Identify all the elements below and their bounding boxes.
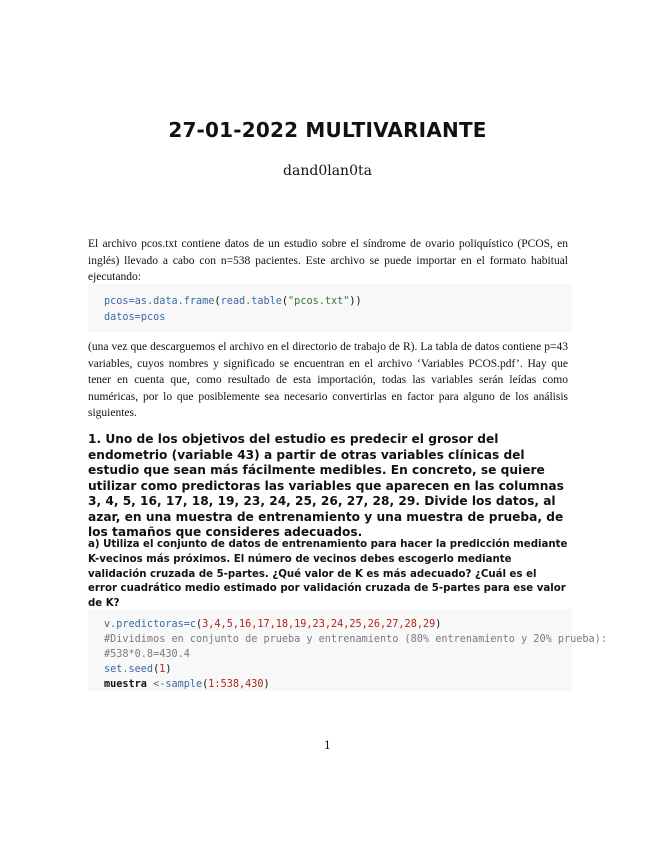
document-author: dand0lan0ta [283, 163, 372, 179]
intro-paragraph: El archivo pcos.txt contiene datos de un estudio sobre el síndrome de ovario poliquístico (PCOS, en inglés) llevado a cabo con n=538 pacientes. Este archivo se puede importar en el formato habitual ejecutando: [88, 238, 568, 283]
code-token: ( [202, 679, 209, 690]
code-token: ( [153, 664, 160, 675]
code-token: as.data.frame [134, 296, 215, 307]
code-token: 1 [159, 664, 166, 675]
code-comment: #538*0.8=430.4 [104, 649, 190, 660]
code-token: pcos [104, 296, 129, 307]
code-block-knn [88, 609, 607, 691]
code-token: v.predictoras [104, 619, 184, 630]
code-token: ) [263, 679, 270, 690]
code-comment: #Dividimos en conjunto de prueba y entrenamiento (80% entrenamiento y 20% prueba): [104, 634, 607, 645]
code-line [104, 310, 165, 326]
code-token: pcos [140, 312, 166, 323]
code-token: ) [165, 664, 172, 675]
code-token: 3,4,5,16,17,18,19,23,24,25,26,27,28,29 [202, 619, 436, 630]
code-token: = [128, 296, 135, 307]
code-token: ) [435, 619, 442, 630]
question-1a: a) Utiliza el conjunto de datos de entrenamiento para hacer la predicción mediante K-vecinos más próximos. El número de vecinos debes escogerlo mediante validación cruzada de 5-partes. ¿Qué valor de K es más adecuado? ¿Cuál es el error cuadrático medio estimado por validación cruzada de 5-partes para ese valor de K? [88, 539, 568, 610]
description-paragraph: (una vez que descarguemos el archivo en el directorio de trabajo de R). La tabla de datos contiene p=43 variables, cuyos nombres y significado se encuentran en el archivo ‘Variables PCOS.pdf’. Hay que tener en cuenta que, como resultado de esta importación, todas las variables serán leídas como numéricas, por lo que posiblemente sea necesario convertirlas en factor para alguno de los análisis siguientes. [88, 341, 568, 419]
code-token: = [183, 619, 190, 630]
question-1: 1. Uno de los objetivos del estudio es predecir el grosor del endometrio (variable 43) a partir de otras variables clínicas del estudio que sean más fácilmente medibles. En concreto, se quiere utilizar como predictoras las variables que aparecen en las columnas 3, 4, 5, 16, 17, 18, 19, 23, 24, 25, 26, 27, 28, 29. Divide los datos, al azar, en una muestra de entrenamiento y una muestra de prueba, de los tamaños que consideres adecuados. [88, 432, 564, 539]
code-token: muestra [104, 679, 147, 690]
page-number: 1 [324, 739, 331, 752]
code-token: "pcos.txt" [288, 296, 350, 307]
code-block-import [88, 284, 572, 332]
code-token: sample [165, 679, 203, 690]
code-token: datos [104, 312, 135, 323]
code-token: = [134, 312, 141, 323]
code-token: ( [214, 296, 221, 307]
code-token: ( [196, 619, 203, 630]
code-token: ( [281, 296, 289, 307]
code-token: set.seed [104, 664, 154, 675]
code-token: read.table [220, 296, 282, 307]
code-token: <- [146, 679, 166, 690]
code-line [104, 677, 270, 693]
document-title: 27-01-2022 MULTIVARIANTE [168, 118, 487, 142]
code-line [104, 617, 441, 633]
code-line [104, 294, 362, 310]
code-token: c [189, 619, 197, 630]
code-token: 1:538,430 [208, 679, 264, 690]
code-line [104, 662, 172, 678]
code-token: )) [349, 296, 362, 307]
